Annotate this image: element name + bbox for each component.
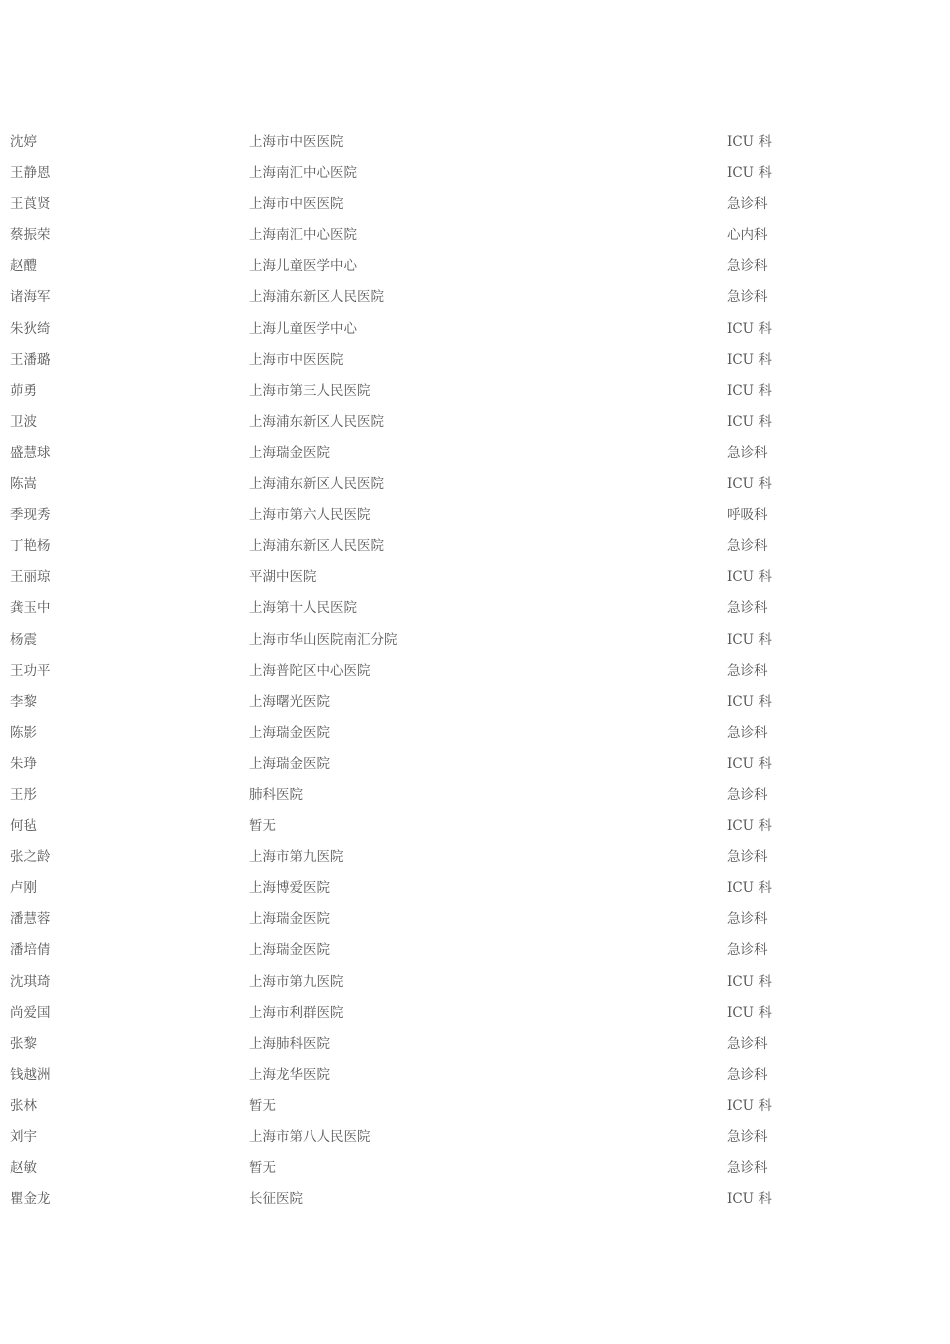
hospital-cell: 上海市第九医院 bbox=[249, 849, 344, 866]
hospital-cell: 上海浦东新区人民医院 bbox=[249, 538, 384, 555]
hospital-cell: 上海南汇中心医院 bbox=[249, 227, 357, 244]
department-cell: ICU 科 bbox=[727, 1191, 772, 1208]
hospital-cell: 上海市第八人民医院 bbox=[249, 1129, 371, 1145]
hospital-cell: 上海普陀区中心医院 bbox=[249, 662, 371, 679]
department-cell: 急诊科 bbox=[727, 600, 768, 617]
table-row bbox=[0, 811, 950, 842]
table-row bbox=[0, 189, 950, 220]
table-row bbox=[0, 438, 950, 469]
person-name-cell: 王功平 bbox=[10, 662, 51, 679]
hospital-cell: 上海瑞金医院 bbox=[249, 755, 330, 772]
table-row bbox=[0, 998, 950, 1029]
department-cell: 急诊科 bbox=[727, 662, 768, 679]
department-cell: 急诊科 bbox=[727, 724, 768, 741]
department-cell: 急诊科 bbox=[727, 538, 768, 555]
hospital-cell: 上海南汇中心医院 bbox=[249, 165, 357, 182]
table-row bbox=[0, 873, 950, 904]
department-cell: ICU 科 bbox=[727, 165, 772, 182]
person-name-cell: 张黎 bbox=[10, 1035, 37, 1052]
hospital-cell: 上海儿童医学中心 bbox=[249, 320, 357, 337]
table-row bbox=[0, 935, 950, 966]
person-name-cell: 卢刚 bbox=[10, 880, 37, 897]
table-row bbox=[0, 1029, 950, 1060]
table-row bbox=[0, 625, 950, 656]
person-name-cell: 季现秀 bbox=[10, 507, 51, 524]
person-name-cell: 潘慧蓉 bbox=[10, 911, 51, 928]
person-name-cell: 王丽琼 bbox=[10, 569, 51, 586]
department-cell: ICU 科 bbox=[727, 320, 772, 337]
table-row bbox=[0, 1091, 950, 1122]
table-row bbox=[0, 1122, 950, 1153]
table-row bbox=[0, 562, 950, 593]
hospital-cell: 上海市中医医院 bbox=[249, 196, 344, 213]
person-name-cell: 张之龄 bbox=[10, 849, 51, 866]
hospital-cell: 上海市第九医院 bbox=[249, 973, 344, 990]
department-cell: 急诊科 bbox=[727, 1129, 768, 1145]
hospital-cell: 上海市利群医院 bbox=[249, 1004, 344, 1021]
person-name-cell: 刘宇 bbox=[10, 1129, 37, 1145]
table-row bbox=[0, 593, 950, 624]
department-cell: 急诊科 bbox=[727, 1160, 768, 1177]
person-name-cell: 丁艳杨 bbox=[10, 538, 51, 555]
hospital-cell: 暂无 bbox=[249, 1160, 276, 1177]
person-name-cell: 何毡 bbox=[10, 818, 37, 835]
hospital-cell: 上海瑞金医院 bbox=[249, 724, 330, 741]
hospital-cell: 肺科医院 bbox=[249, 786, 303, 803]
person-name-cell: 沈婷 bbox=[10, 134, 37, 150]
person-name-cell: 茆勇 bbox=[10, 382, 37, 399]
person-name-cell: 杨震 bbox=[10, 631, 37, 648]
department-cell: 急诊科 bbox=[727, 1066, 768, 1083]
hospital-cell: 上海市中医医院 bbox=[249, 351, 344, 368]
department-cell: 心内科 bbox=[727, 227, 768, 244]
table-row bbox=[0, 842, 950, 873]
hospital-cell: 上海市第六人民医院 bbox=[249, 507, 371, 524]
person-name-cell: 尚爱国 bbox=[10, 1004, 51, 1021]
hospital-cell: 上海市第三人民医院 bbox=[249, 382, 371, 399]
person-name-cell: 陈嵩 bbox=[10, 476, 37, 493]
person-name-cell: 赵敏 bbox=[10, 1160, 37, 1177]
hospital-cell: 上海儿童医学中心 bbox=[249, 258, 357, 275]
hospital-cell: 上海瑞金医院 bbox=[249, 444, 330, 461]
department-cell: ICU 科 bbox=[727, 351, 772, 368]
department-cell: 急诊科 bbox=[727, 911, 768, 928]
table-row bbox=[0, 718, 950, 749]
department-cell: 急诊科 bbox=[727, 258, 768, 275]
department-cell: 急诊科 bbox=[727, 289, 768, 306]
department-cell: 急诊科 bbox=[727, 444, 768, 461]
hospital-cell: 暂无 bbox=[249, 1097, 276, 1114]
table-row bbox=[0, 158, 950, 189]
person-name-cell: 张林 bbox=[10, 1097, 37, 1114]
person-name-cell: 盛慧球 bbox=[10, 444, 51, 461]
table-row bbox=[0, 127, 950, 158]
hospital-cell: 上海市中医医院 bbox=[249, 134, 344, 150]
department-cell: ICU 科 bbox=[727, 818, 772, 835]
table-row bbox=[0, 345, 950, 376]
hospital-cell: 上海肺科医院 bbox=[249, 1035, 330, 1052]
roster-table bbox=[0, 127, 950, 1215]
person-name-cell: 王潘璐 bbox=[10, 351, 51, 368]
hospital-cell: 上海龙华医院 bbox=[249, 1066, 330, 1083]
department-cell: ICU 科 bbox=[727, 476, 772, 493]
hospital-cell: 上海瑞金医院 bbox=[249, 942, 330, 959]
person-name-cell: 钱越洲 bbox=[10, 1066, 51, 1083]
department-cell: ICU 科 bbox=[727, 382, 772, 399]
department-cell: ICU 科 bbox=[727, 631, 772, 648]
department-cell: ICU 科 bbox=[727, 413, 772, 430]
table-row bbox=[0, 1153, 950, 1184]
hospital-cell: 上海瑞金医院 bbox=[249, 911, 330, 928]
department-cell: 急诊科 bbox=[727, 1035, 768, 1052]
person-name-cell: 赵醴 bbox=[10, 258, 37, 275]
hospital-cell: 上海浦东新区人民医院 bbox=[249, 289, 384, 306]
hospital-cell: 上海第十人民医院 bbox=[249, 600, 357, 617]
person-name-cell: 王莨贤 bbox=[10, 196, 51, 213]
department-cell: ICU 科 bbox=[727, 973, 772, 990]
person-name-cell: 李黎 bbox=[10, 693, 37, 710]
person-name-cell: 卫波 bbox=[10, 413, 37, 430]
hospital-cell: 长征医院 bbox=[249, 1191, 303, 1208]
hospital-cell: 上海市华山医院南汇分院 bbox=[249, 631, 398, 648]
table-row bbox=[0, 407, 950, 438]
table-row bbox=[0, 904, 950, 935]
hospital-cell: 上海浦东新区人民医院 bbox=[249, 413, 384, 430]
table-row bbox=[0, 314, 950, 345]
person-name-cell: 瞿金龙 bbox=[10, 1191, 51, 1208]
table-row bbox=[0, 1060, 950, 1091]
department-cell: ICU 科 bbox=[727, 1097, 772, 1114]
person-name-cell: 沈琪琦 bbox=[10, 973, 51, 990]
table-row bbox=[0, 251, 950, 282]
hospital-cell: 上海曙光医院 bbox=[249, 693, 330, 710]
table-row bbox=[0, 220, 950, 251]
hospital-cell: 平湖中医院 bbox=[249, 569, 317, 586]
person-name-cell: 诸海军 bbox=[10, 289, 51, 306]
table-row bbox=[0, 687, 950, 718]
department-cell: 急诊科 bbox=[727, 849, 768, 866]
table-row bbox=[0, 749, 950, 780]
department-cell: 急诊科 bbox=[727, 786, 768, 803]
table-row bbox=[0, 780, 950, 811]
person-name-cell: 王彤 bbox=[10, 786, 37, 803]
table-row bbox=[0, 967, 950, 998]
person-name-cell: 潘培倩 bbox=[10, 942, 51, 959]
department-cell: ICU 科 bbox=[727, 1004, 772, 1021]
table-row bbox=[0, 656, 950, 687]
department-cell: ICU 科 bbox=[727, 693, 772, 710]
table-row bbox=[0, 1184, 950, 1215]
person-name-cell: 蔡振荣 bbox=[10, 227, 51, 244]
table-row bbox=[0, 376, 950, 407]
hospital-cell: 上海浦东新区人民医院 bbox=[249, 476, 384, 493]
hospital-cell: 上海博爱医院 bbox=[249, 880, 330, 897]
department-cell: 急诊科 bbox=[727, 196, 768, 213]
person-name-cell: 朱狄绮 bbox=[10, 320, 51, 337]
department-cell: 急诊科 bbox=[727, 942, 768, 959]
table-row bbox=[0, 531, 950, 562]
table-row bbox=[0, 469, 950, 500]
department-cell: ICU 科 bbox=[727, 755, 772, 772]
person-name-cell: 王静恩 bbox=[10, 165, 51, 182]
table-row bbox=[0, 500, 950, 531]
department-cell: 呼吸科 bbox=[727, 507, 768, 524]
person-name-cell: 龚玉中 bbox=[10, 600, 51, 617]
department-cell: ICU 科 bbox=[727, 134, 772, 150]
person-name-cell: 陈影 bbox=[10, 724, 37, 741]
hospital-cell: 暂无 bbox=[249, 818, 276, 835]
department-cell: ICU 科 bbox=[727, 569, 772, 586]
department-cell: ICU 科 bbox=[727, 880, 772, 897]
table-row bbox=[0, 282, 950, 313]
person-name-cell: 朱琤 bbox=[10, 755, 37, 772]
